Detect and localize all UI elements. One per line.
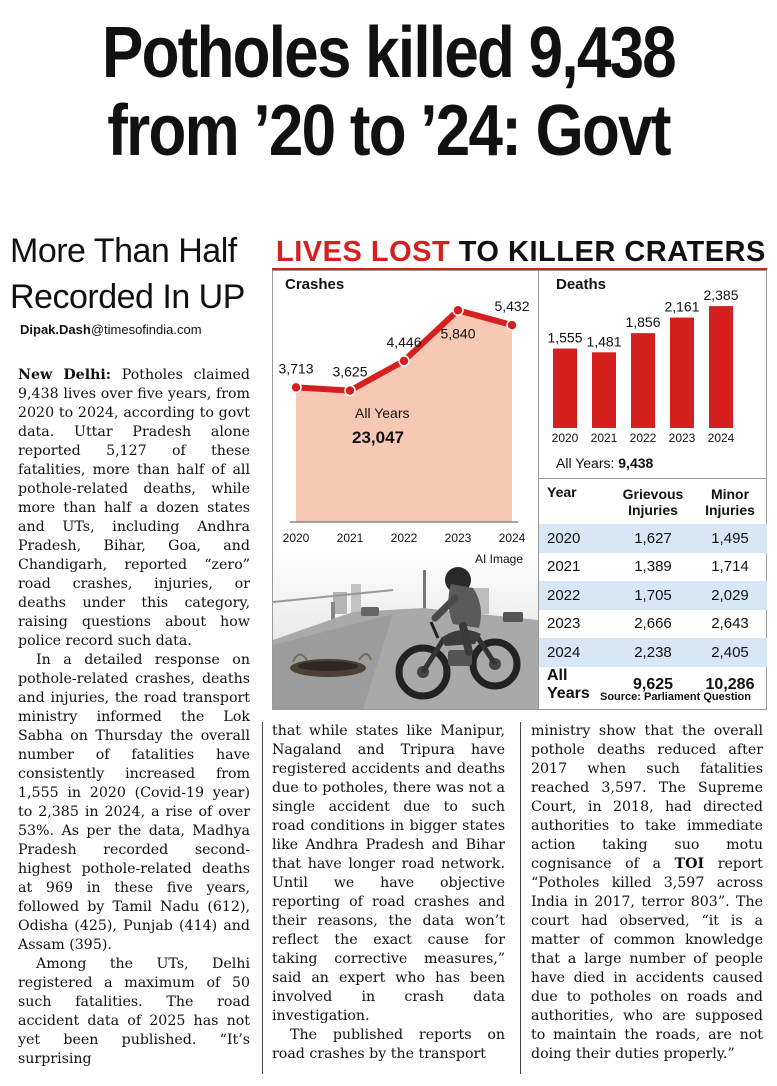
article-paragraph: New Delhi: Potholes claimed 9,438 lives over five years, from 2020 to 2024, according to govt data. Uttar Pradesh alone reported 5,127 of these fatalities, more than half of all pothole-related deaths, while more than half a dozen states and UTs, including Andhra Pradesh, Bihar, Goa, and Chandigarh, reported “zero” road crashes, injuries, or deaths under this category, raising questions about how police record such data. <box>18 367 250 649</box>
table-cell: 2024 <box>539 638 613 667</box>
article-paragraph: ministry show that the overall pothole deaths reduced after 2017 when such fatalities reached 3,597. The Supreme Court, in 2018, had directed authorities to take immediate action taking suo motu cognisance of a TOI report “Potholes killed 3,597 across India in 2017, terror 803”. The court had observed, “it is a matter of common knowledge that a large number of people have died in accidents caused due to potholes on roads and authorities, who are supposed to maintain the roads, are not doing their duties properly.” <box>531 723 764 1062</box>
table-cell: 2,238 <box>613 638 693 667</box>
table-cell: 2021 <box>547 558 581 576</box>
tick-label: 2022 <box>629 431 657 445</box>
column-divider <box>520 722 521 1074</box>
crashes-total-value: 23,047 <box>352 428 404 447</box>
deaths-bar <box>553 349 577 428</box>
article-column-1 <box>18 366 250 1069</box>
table-cell: 2022 <box>539 581 613 610</box>
article-paragraph: Among the UTs, Delhi registered a maximum of 50 such fatalities. The road accident data of 2025 has not yet been published. “It’s surprising <box>18 956 250 1067</box>
table-header: Year <box>547 484 577 500</box>
table-cell: 9,625 <box>632 675 674 693</box>
table-header: Minor Injuries <box>705 486 755 518</box>
table-cell: 2,666 <box>634 615 672 633</box>
byline <box>20 322 202 337</box>
data-point <box>291 382 301 392</box>
dateline: New Delhi: <box>18 367 112 383</box>
deaths-bar <box>709 306 733 428</box>
tick-label: 2023 <box>668 431 696 445</box>
deaths-title: Deaths <box>556 276 607 293</box>
table-cell: 1,495 <box>693 524 767 553</box>
table-cell: 2,029 <box>693 581 767 610</box>
column-divider <box>262 722 263 1074</box>
headline-line-1: Potholes killed 9,438 <box>101 13 676 93</box>
table-cell: All Years <box>547 666 590 702</box>
subhead-line-2: Recorded In UP <box>10 278 245 316</box>
tick-label: 2022 <box>390 531 418 545</box>
table-row <box>539 638 767 667</box>
data-label: 1,856 <box>625 314 661 331</box>
injuries-table <box>539 480 767 703</box>
data-point <box>399 356 409 366</box>
table-cell: 2020 <box>539 524 613 553</box>
headline-line-2: from ’20 to ’24: Govt <box>107 91 670 171</box>
tick-label: 2024 <box>498 531 526 545</box>
article-paragraph: The published reports on road crashes by the transport <box>272 1027 505 1062</box>
tick-label: 2023 <box>444 531 472 545</box>
tick-label: 2021 <box>336 531 364 545</box>
byline-domain: @timesofindia.com <box>90 322 202 337</box>
table-row <box>539 610 767 639</box>
table-cell: 2,405 <box>693 638 767 667</box>
table-cell: 10,286 <box>705 675 755 693</box>
headline <box>54 14 722 170</box>
data-label: 4,446 <box>386 333 422 350</box>
byline-name: Dipak.Dash <box>20 322 91 337</box>
table-cell: 2023 <box>547 615 581 633</box>
data-label: 5,432 <box>494 298 530 315</box>
ai-motorcycle-image <box>273 550 538 709</box>
deaths-bar-chart <box>539 270 767 452</box>
tick-label: 2021 <box>590 431 618 445</box>
data-label: 1,481 <box>586 333 622 350</box>
deaths-bar <box>670 318 694 428</box>
divider <box>539 478 767 479</box>
article-column-3 <box>531 722 763 1064</box>
table-header-row <box>539 480 767 524</box>
data-label: 1,555 <box>547 329 583 346</box>
data-label: 3,713 <box>278 360 314 377</box>
tick-label: 2020 <box>551 431 579 445</box>
tick-label: 2020 <box>282 531 310 545</box>
article-column-2 <box>272 722 505 1064</box>
table-cell: 1,705 <box>613 581 693 610</box>
deaths-total: All Years: 9,438 <box>556 455 654 471</box>
subheadline <box>10 228 255 320</box>
ai-image-label: AI Image <box>475 552 524 566</box>
crashes-total-label: All Years <box>355 405 410 421</box>
crashes-title: Crashes <box>285 276 345 293</box>
table-row <box>539 553 767 582</box>
table-row <box>539 581 767 610</box>
table-cell: 1,714 <box>711 558 749 576</box>
tick-label: 2024 <box>707 431 735 445</box>
data-point <box>507 320 517 330</box>
data-label: 2,385 <box>703 287 739 304</box>
source-note: Source: Parliament Question <box>600 691 751 703</box>
table-header: Grievous Injuries <box>622 486 684 518</box>
article-paragraph: In a detailed response on pothole-related crashes, deaths and injuries, the road transport ministry informed the Lok Sabha on Thursday the overall number of fatalities have consistently increased from 1,555 in 2020 (Covid-19 year) to 2,385 in 2024, a rise of over 53%. As per the data, Madhya Pradesh recorded second-highest pothole-related deaths at 969 in these five years, followed by Tamil Nadu (612), Odisha (425), Punjab (414) and Assam (395). <box>18 652 250 953</box>
article-paragraph: that while states like Manipur, Nagaland and Tripura have registered accidents and deaths due to potholes, there was not a single accident due to such road conditions in bigger states like Andhra Pradesh and Bihar that have longer road network. Until we have objective reporting of road crashes and their reasons, the data won’t reflect the exact cause for taking corrective measures,” said an expert who has been involved in crash data investigation. <box>272 723 505 1024</box>
subhead-line-1: More Than Half <box>10 232 237 270</box>
table-cell: 2,643 <box>711 615 749 633</box>
toi-mention: TOI <box>674 856 705 872</box>
deaths-bar <box>631 333 655 428</box>
table-row <box>539 524 767 553</box>
table-cell: 1,389 <box>634 558 672 576</box>
data-label: 2,161 <box>664 298 700 315</box>
infographic-title: LIVES LOST TO KILLER CRATERS <box>276 236 766 268</box>
data-label: 3,625 <box>332 363 368 380</box>
data-label: 5,840 <box>440 325 476 342</box>
data-point <box>453 305 463 315</box>
table-cell: 1,627 <box>613 524 693 553</box>
data-point <box>345 386 355 396</box>
deaths-bar <box>592 352 616 428</box>
